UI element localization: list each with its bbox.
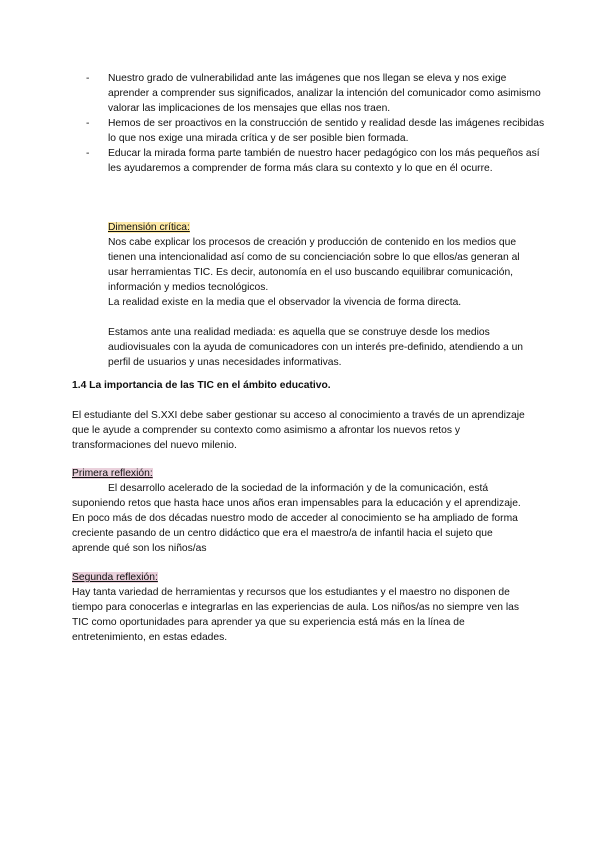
list-item (86, 71, 546, 116)
first-reflection-title: Primera reflexión: (72, 468, 153, 479)
critical-paragraph-3: Estamos ante una realidad mediada: es aquella que se construye desde los medios audiovisuales con la ayuda de comunicadores con un interés pre-definido, atendiendo a un perfil de usuarios y unas necesidades informativas. (108, 327, 524, 368)
second-reflection-text: Hay tanta variedad de herramientas y recursos que los estudiantes y el maestro no disponen de tiempo para conocerlas e integrarlas en las experiencias de aula. Los niños/as no siempre ven las TIC como oportunidades para aprender ya que su experiencia está más en la línea de entretenimiento, en estas edades. (72, 587, 520, 643)
first-reflection-block (72, 466, 532, 556)
second-reflection-block (72, 570, 532, 645)
bullet-text: Nuestro grado de vulnerabilidad ante las imágenes que nos llegan se eleva y nos exige aprender a comprender sus significados, analizar la intención del comunicador como asimismo valorar las implicaciones de los mensajes que ellas nos traen. (108, 73, 541, 114)
bullet-list (86, 71, 546, 176)
bullet-text: Hemos de ser proactivos en la construcción de sentido y realidad desde las imágenes recibidas lo que nos exige una mirada crítica y de ser posible bien formada. (108, 118, 545, 144)
bullet-dash: - (86, 73, 90, 84)
list-item (86, 146, 546, 176)
critical-dimension-block (108, 220, 528, 370)
bullet-dash: - (86, 148, 90, 159)
critical-paragraph-2: La realidad existe en la media que el observador la vivencia de forma directa. (108, 297, 462, 308)
bullet-dash: - (86, 118, 90, 129)
bullet-text: Educar la mirada forma parte también de nuestro hacer pedagógico con los más pequeños así les ayudaremos a comprender de forma más clara su contexto y lo que en él ocurre. (108, 148, 540, 174)
section-heading: 1.4 La importancia de las TIC en el ámbito educativo. (72, 380, 331, 391)
first-reflection-text: El desarrollo acelerado de la sociedad de la información y de la comunicación, está suponiendo retos que hasta hace unos años eran impensables para la educación y el aprendizaje. En poco más de dos décadas nuestro modo de acceder al conocimiento se ha ampliado de forma creciente pasando de un centro didáctico que era el maestro/a de infantil hacia el sujeto que aprende qué son los niños/as (72, 483, 521, 554)
list-item (86, 116, 546, 146)
critical-paragraph-1: Nos cabe explicar los procesos de creación y producción de contenido en los medios que tienen una intencionalidad así como de su concienciación sobre lo que ellos/as generan al usar herramientas TIC. Es decir, autonomía en el uso buscando equilibrar comunicación, información y medios tecnológicos. (108, 237, 520, 293)
section-intro: El estudiante del S.XXI debe saber gestionar su acceso al conocimiento a través de un aprendizaje que le ayude a comprender su contexto como asimismo a afrontar los nuevos retos y transformaciones del nuevo milenio. (72, 410, 525, 451)
section-block (72, 378, 532, 453)
second-reflection-title: Segunda reflexión: (72, 572, 158, 583)
critical-dimension-title: Dimensión crítica: (108, 222, 190, 233)
